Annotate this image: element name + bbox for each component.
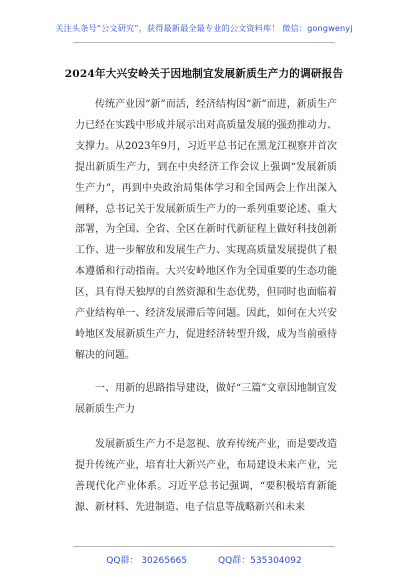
paragraph-text: 传统产业因“新”而活，经济结构因“新”而进，新质生产力已经在实践中形成并展示出对高质量发展的强劲推动力、支撑力。从2023年9月，习近平总书记在黑龙江视察并首次提出新质生产力，到在中央经济工作会议上强调“发展新质生产力”，再到中央政治局集体学习和全国两会上作出深入阐释，总书记关于发展新质生产力的一系列重要论述、重大部署，为全国、全省、全区在新时代新征程上做好科技创新工作、进一步解放和发展生产力、实现高质量发展提供了根本遵循和行动指南。大兴安岭地区作为全国重要的生态功能区，具有得天独厚的自然资源和生态优势，但同时也面临着产业结构单一、经济发展滞后等问题。因此，如何在大兴安岭地区发展新质生产力，促进经济转型升级，成为当前亟待解决的问题。: [75, 99, 337, 361]
footer-divider: [73, 546, 335, 547]
body-paragraph-1: [75, 95, 337, 367]
footer-qq-group-1: QQ群： 30265665: [106, 556, 188, 566]
section-heading-text: 一、用新的思路指导建设，做好“三篇”文章因地制宜发展新质生产力: [75, 383, 337, 415]
paragraph-text: 发展新质生产力不是忽视、放弃传统产业，而是要改造提升传统产业，培育壮大新兴产业，布局建设未来产业，完善现代化产业体系。习近平总书记强调，“要积极培育新能源、新材料、先进制造、电子信息等战略新兴和未来: [75, 439, 337, 513]
document-title: 2024年大兴安岭关于因地制宜发展新质生产力的调研报告: [64, 68, 344, 80]
footer-banner: [0, 553, 408, 566]
body-paragraph-2: [75, 435, 337, 519]
footer-qq-group-2: QQ群：535304092: [218, 556, 302, 566]
header-divider: [73, 42, 335, 43]
section-heading-1: [75, 379, 337, 421]
header-banner: 关注头条号“公文研究”，获得最新最全最专业的公文资料库！ 微信：gongwenyj: [55, 23, 353, 33]
